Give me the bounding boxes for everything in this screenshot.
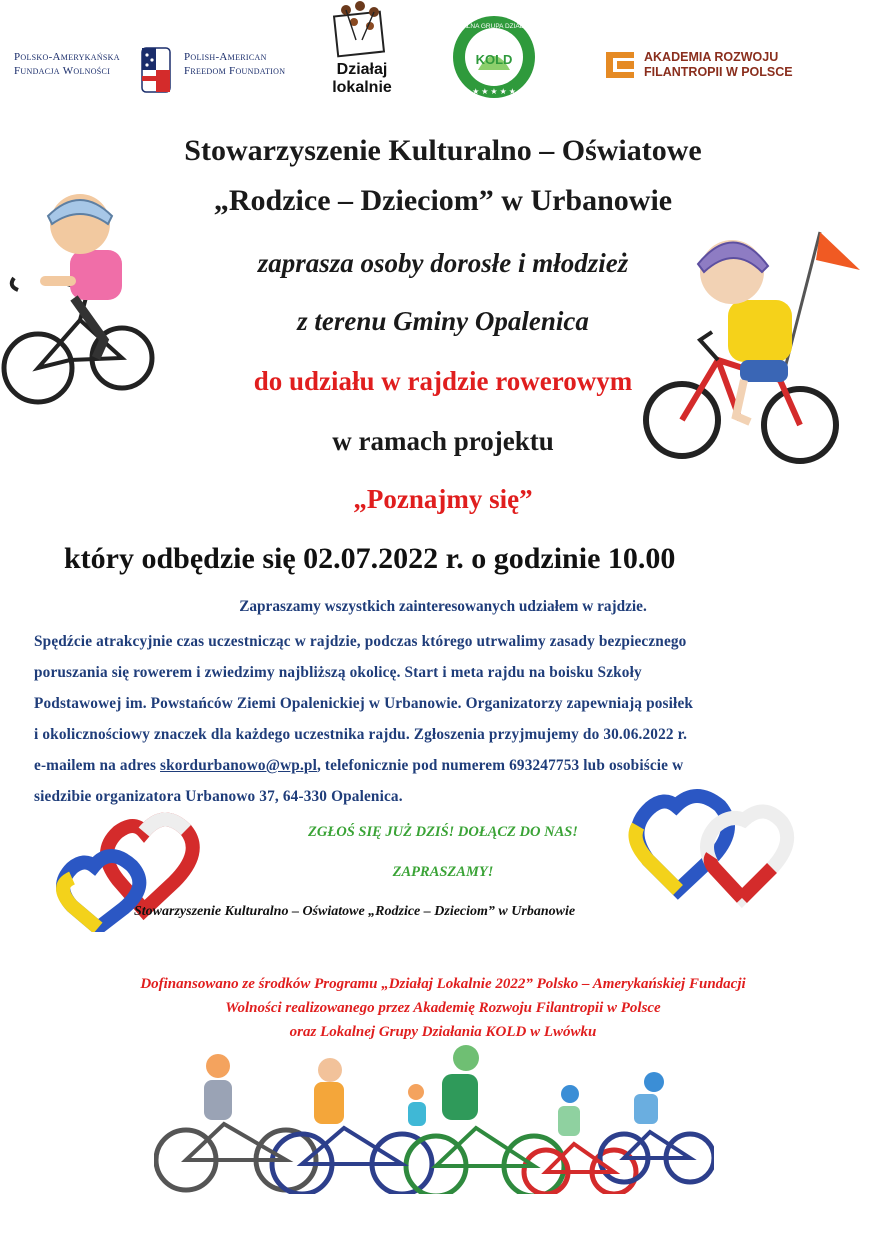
family-cyclists-illustration [154, 1044, 714, 1194]
cta-join: ZGŁOŚ SIĘ JUŻ DZIŚ! DOŁĄCZ DO NAS! [308, 824, 578, 840]
event-date-line: który odbędzie się 02.07.2022 r. o godzinie 10.00 [64, 542, 676, 575]
dzialaj-text-2: lokalnie [332, 79, 392, 96]
body-line-5-post: , telefonicznie pod numerem 693247753 lub osobiście w [316, 757, 684, 774]
paff-emblem-icon [138, 46, 174, 94]
paff-pl-line1: Polsko-Amerykańska [14, 51, 120, 63]
funding-line-1: Dofinansowano ze środków Programu „Działaj Lokalnie 2022” Polsko – Amerykańskiej Fundacji [140, 976, 746, 992]
body-line-5-pre: e-mailem na adres [34, 757, 161, 774]
akademia-line2: FILANTROPII W POLSCE [644, 65, 793, 79]
email-link[interactable]: skordurbanowo@wp.pl [160, 757, 317, 774]
organizer-signature: Stowarzyszenie Kulturalno – Oświatowe „Rodzice – Dzieciom” w Urbanowie [134, 904, 576, 919]
akademia-emblem-icon [604, 50, 636, 80]
kold-name: KOLD [475, 52, 513, 67]
cta-invite: ZAPRASZAMY! [392, 864, 494, 880]
hearts-right-illustration [616, 786, 796, 916]
kold-logo [448, 14, 540, 100]
heading-line-5: do udziału w rajdzie rowerowym [253, 366, 633, 396]
funding-line-3: oraz Lokalnej Grupy Działania KOLD w Lwówku [289, 1024, 597, 1040]
body-line-2: poruszania się rowerem i zwiedzimy najbliższą okolicę. Start i meta rajdu na boisku Szkoły [34, 664, 642, 681]
paff-pl-name [14, 50, 120, 78]
paff-en-line2: Freedom Foundation [184, 65, 286, 77]
dzialaj-text-1: Działaj [336, 61, 388, 78]
paff-en-line1: Polish-American [184, 51, 267, 63]
akademia-name [644, 50, 793, 80]
paff-en-name [184, 50, 285, 78]
dzialaj-lokalnie-logo [326, 0, 398, 96]
kold-stars-icon: ★ ★ ★ ★ ★ [472, 87, 516, 96]
kold-emblem-icon [448, 14, 540, 100]
body-line-6: siedzibie organizatora Urbanowo 37, 64-330 Opalenica. [34, 788, 403, 805]
body-line-3: Podstawowej im. Powstańców Ziemi Opalenickiej w Urbanowie. Organizatorzy zapewniają posiłek [34, 695, 694, 712]
body-line-4: i okolicznościowy znaczek dla każdego uczestnika rajdu. Zgłoszenia przyjmujemy do 30.06.2022 r. [34, 726, 688, 743]
project-name: „Poznajmy się” [353, 484, 533, 514]
akademia-logo [604, 48, 804, 82]
heading-line-3: zaprasza osoby dorosłe i młodzież [257, 248, 629, 278]
akademia-line1: AKADEMIA ROZWOJU [644, 50, 779, 64]
paff-logo [14, 46, 314, 96]
kold-ring-text: LOKALNA GRUPA DZIAŁANIA [449, 23, 539, 30]
heading-line-6: w ramach projektu [332, 426, 554, 456]
heading-line-4: z terenu Gminy Opalenica [297, 306, 589, 336]
heading-line-1: Stowarzyszenie Kulturalno – Oświatowe [184, 134, 702, 167]
paff-pl-line2: Fundacja Wolności [14, 65, 111, 77]
body-intro: Zapraszamy wszystkich zainteresowanych udziałem w rajdzie. [239, 598, 647, 615]
funding-line-2: Wolności realizowanego przez Akademię Rozwoju Filantropii w Polsce [225, 1000, 661, 1016]
body-paragraph [34, 626, 824, 812]
dzialaj-lokalnie-icon [326, 0, 398, 96]
body-line-5 [34, 750, 824, 781]
funding-note [0, 972, 886, 1044]
heading-line-2: „Rodzice – Dzieciom” w Urbanowie [213, 184, 673, 217]
body-line-1: Spędźcie atrakcyjnie czas uczestnicząc w rajdzie, podczas którego utrwalimy zasady bezpiecznego [34, 633, 687, 650]
